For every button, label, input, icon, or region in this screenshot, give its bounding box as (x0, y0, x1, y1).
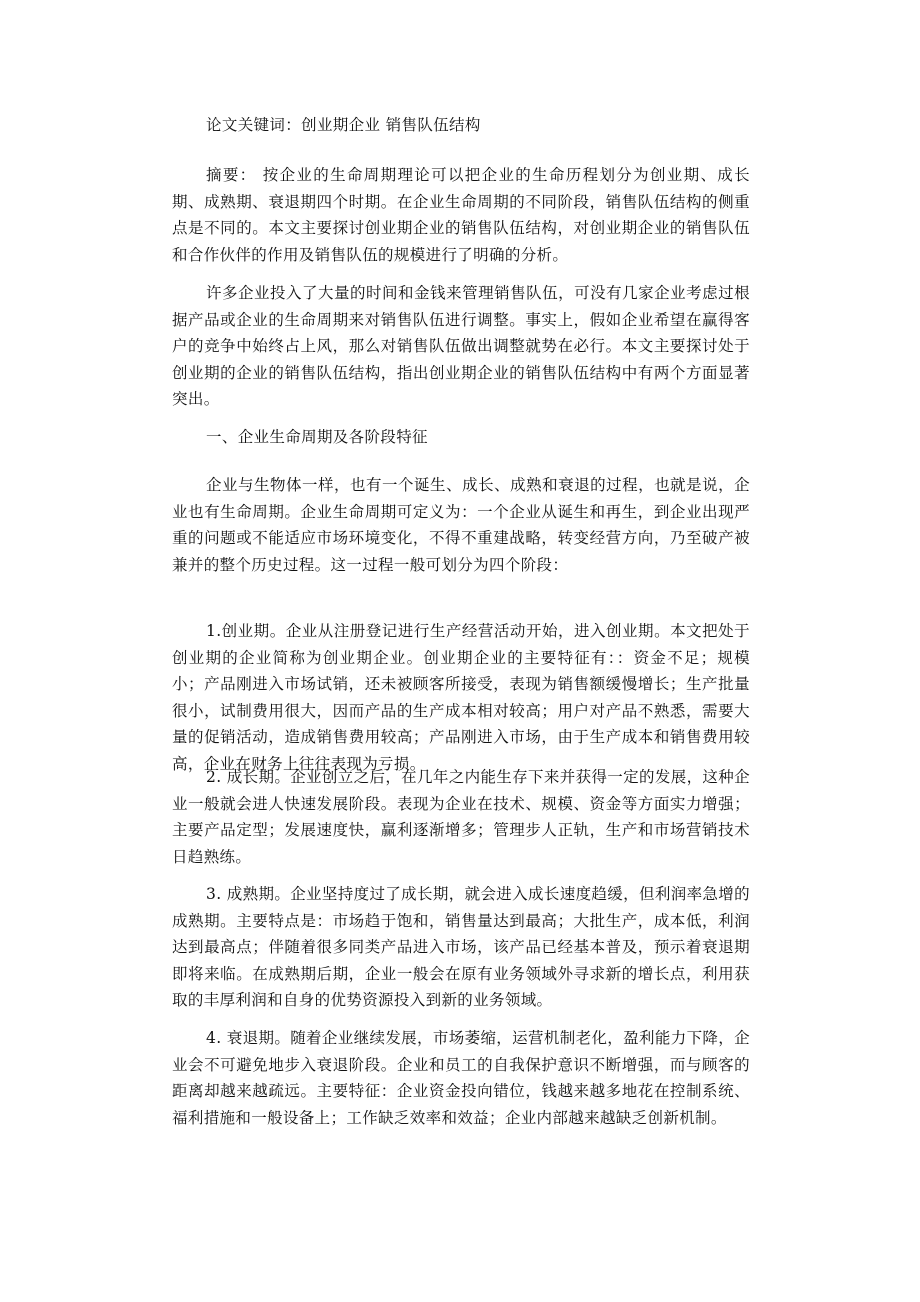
intro-paragraph: 许多企业投入了大量的时间和金钱来管理销售队伍，可没有几家企业考虑过根据产品或企业的生命周期来对销售队伍进行调整。事实上，假如企业希望在赢得客户的竞争中始终占上风，那么对销售队伍做出调整就势在必行。本文主要探讨处于创业期的企业的销售队伍结构，指出创业期企业的销售队伍结构中有两个方面显著突出。 (172, 284, 750, 408)
stage-paragraph-decline: 4. 衰退期。随着企业继续发展，市场萎缩，运营机制老化，盈利能力下降，企业会不可避免地步入衰退阶段。企业和员工的自我保护意识不断增强，而与顾客的距离却越来越疏远。主要特征：企业资金投向错位，钱越来越多地花在控制系统、福利措施和一般设备上；工作缺乏效率和效益；企业内部越来越缺乏创新机制。 (172, 1029, 750, 1127)
section-heading: 一、企业生命周期及各阶段特征 (206, 428, 428, 446)
stage-paragraph-growth: 2. 成长期。企业创立之后，在几年之内能生存下来并获得一定的发展，这种企业一般就会进人快速发展阶段。表现为企业在技术、规模、资金等方面实力增强；主要产品定型；发展速度快，赢利逐渐增多；管理步人正轨，生产和市场营销技术日趋熟练。 (172, 768, 750, 866)
abstract-paragraph: 摘要： 按企业的生命周期理论可以把企业的生命历程划分为创业期、成长期、成熟期、衰退期四个时期。在企业生命周期的不同阶段，销售队伍结构的侧重点是不同的。本文主要探讨创业期企业的销售队伍结构，对创业期企业的销售队伍和合作伙伴的作用及销售队伍的规模进行了明确的分析。 (172, 166, 750, 264)
stage-paragraph-startup: 1.创业期。企业从注册登记进行生产经营活动开始，进入创业期。本文把处于创业期的企业简称为创业期企业。创业期企业的主要特征有：：资金不足；规模小；产品刚进入市场试销，还未被顾客所接受，表现为销售额缓慢增长；生产批量很小，试制费用很大，因而产品的生产成本相对较高；用户对产品不熟悉，需要大量的促销活动，造成销售费用较高；产品刚进入市场，由于生产成本和销售费用较高，企业在财务上往往表现为亏损。 (172, 622, 750, 773)
section-intro-paragraph: 企业与生物体一样，也有一个诞生、成长、成熟和衰退的过程，也就是说，企业也有生命周期。企业生命周期可定义为：一个企业从诞生和再生，到企业出现严重的问题或不能适应市场环境变化，不得不重建战略，转变经营方向，乃至破产被兼并的整个历史过程。这一过程一般可划分为四个阶段： (172, 476, 750, 574)
stage-paragraph-maturity: 3. 成熟期。企业坚持度过了成长期，就会进入成长速度趋缓，但利润率急增的成熟期。主要特点是：市场趋于饱和，销售量达到最高；大批生产，成本低，利润达到最高点；伴随着很多同类产品进入市场，该产品已经基本普及，预示着衰退期即将来临。在成熟期后期，企业一般会在原有业务领域外寻求新的增长点，利用获取的丰厚利润和自身的优势资源投入到新的业务领域。 (172, 885, 750, 1009)
keywords-line: 论文关键词：创业期企业 销售队伍结构 (206, 116, 481, 134)
